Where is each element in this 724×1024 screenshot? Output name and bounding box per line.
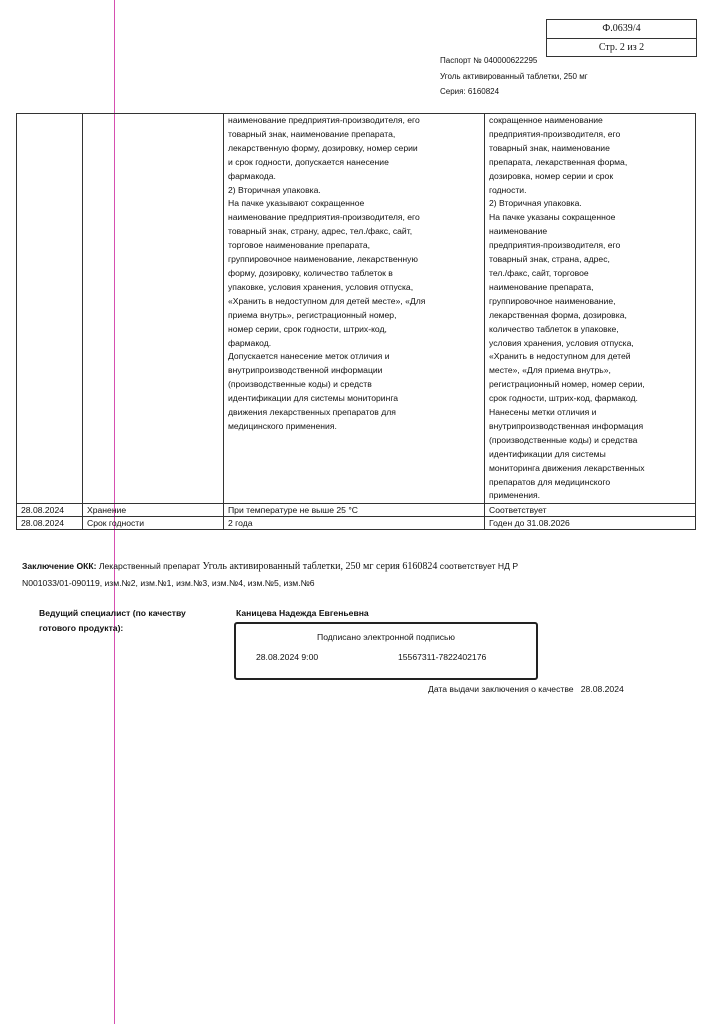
conclusion-line-2: N001033/01-090119, изм.№2, изм.№1, изм.№3, изм.№4, изм.№5, изм.№6 <box>22 578 315 588</box>
conclusion-product: Уголь активированный таблетки, 250 мг серия 6160824 <box>202 561 438 572</box>
table-cell-test: Хранение <box>83 504 224 517</box>
quality-table <box>16 113 696 530</box>
table-cell-date: 28.08.2024 <box>17 504 83 517</box>
series-number: Серия: 6160824 <box>440 87 500 96</box>
table-cell-result: Соответствует <box>485 504 696 517</box>
table-row <box>17 114 696 504</box>
form-code: Ф.0639/4 <box>602 23 641 34</box>
signer-name: Каницева Надежда Евгеньевна <box>236 608 369 618</box>
issue-date-line <box>428 684 624 694</box>
conclusion-verdict: соответствует НД Р <box>439 561 519 571</box>
table-cell-date <box>17 114 83 504</box>
conclusion <box>22 558 582 592</box>
table-cell-requirement: 2 года <box>224 517 485 530</box>
issue-label: Дата выдачи заключения о качестве <box>428 684 574 694</box>
stamp-number: 15567311-7822402176 <box>398 652 487 662</box>
table-row <box>17 517 696 530</box>
table-cell-requirement <box>224 114 485 504</box>
table-cell-test <box>83 114 224 504</box>
stamp-datetime: 28.08.2024 9:00 <box>256 652 319 662</box>
form-number-box <box>546 19 697 57</box>
table-cell-requirement: При температуре не выше 25 °С <box>224 504 485 517</box>
page-number: Стр. 2 из 2 <box>547 38 696 57</box>
table-cell-date: 28.08.2024 <box>17 517 83 530</box>
conclusion-label: Заключение ОКК: <box>22 561 97 571</box>
e-signature-stamp <box>234 622 538 680</box>
stamp-title: Подписано электронной подписью <box>317 632 455 642</box>
conclusion-line-1 <box>22 558 582 575</box>
passport-number: Паспорт № 040000622295 <box>440 56 538 65</box>
table-cell-result <box>485 114 696 504</box>
signer-role: Ведущий специалист (по качеству готового продукта): <box>39 608 186 633</box>
requirement-text: наименование предприятия-производителя, его товарный знак, наименование препарата, лекарственную форму, дозировку, номер серии и срок годности, допускается нанесение фармакода. 2) Вторичная упаковка. На пачке указывают сокращенное наименование предприятия-производителя, его товарный знак, страну, адрес, тел./факс, сайт, торговое наименование препарата, группировочное наименование, лекарственную форму, дозировку, количество таблеток в упаковке, условия хранения, условия отпуска, «Хранить в недоступном для детей месте», «Для приема внутрь», регистрационный номер, номер серии, срок годности, штрих-код, фармакод. Допускается нанесение меток отличия и внутрипроизводственной информации (производственные коды) и средств идентификации для системы мониторинга движения лекарственных препаратов для медицинского применения. <box>228 115 426 431</box>
issue-date: 28.08.2024 <box>580 684 624 694</box>
table-row <box>17 504 696 517</box>
table-cell-test: Срок годности <box>83 517 224 530</box>
product-name: Уголь активированный таблетки, 250 мг <box>440 72 588 81</box>
table-cell-result: Годен до 31.08.2026 <box>485 517 696 530</box>
result-text: сокращенное наименование предприятия-производителя, его товарный знак, наименование препарата, лекарственная форма, дозировка, номер серии и срок годности. 2) Вторичная упаковка. На пачке указаны сокращенное наименование предприятия-производителя, его товарный знак, страна, адрес, тел./факс, сайт, торговое наименование препарата, группировочное наименование, лекарственная форма, дозировка, количество таблеток в упаковке, условия хранения, условия отпуска, «Хранить в недоступном для детей месте», «Для приема внутрь», регистрационный номер, номер серии, срок годности, штрих-код, фармакод. Нанесены метки отличия и внутрипроизводственная информация (производственные коды) и средства идентификации для системы мониторинга движения лекарственных препаратов для медицинского применения. <box>489 115 645 501</box>
conclusion-text: Лекарственный препарат <box>98 561 201 571</box>
